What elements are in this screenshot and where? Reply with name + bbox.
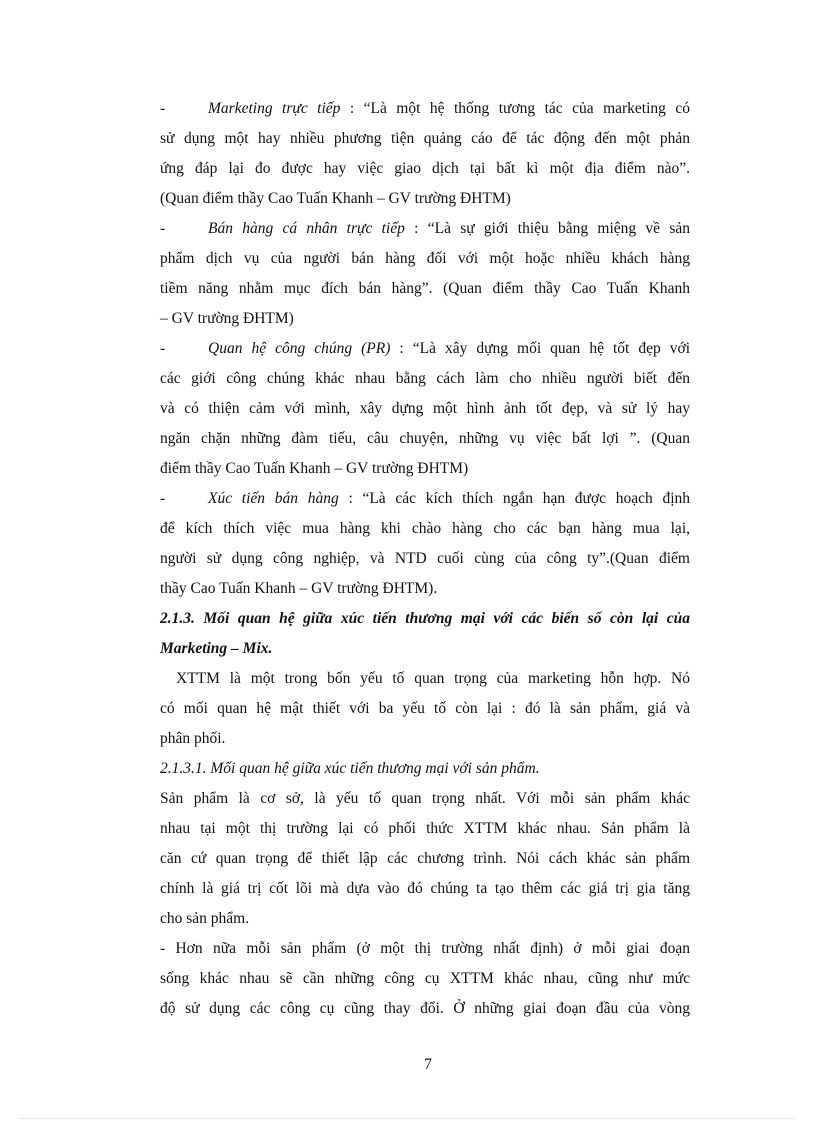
text-line: và có thiện cảm với mình, xây dựng một hình ảnh tốt đẹp, và sử lý hay — [160, 400, 690, 417]
term-sales-promotion: Xúc tiến bán hàng — [208, 490, 339, 507]
page-body — [160, 94, 690, 1024]
footer-divider — [20, 1118, 796, 1119]
intro-paragraph-line: XTTM là một trong bốn yếu tố quan trọng của marketing hỗn hợp. Nó — [176, 670, 690, 687]
section-heading-continued: Marketing – Mix. — [160, 640, 273, 657]
term-personal-selling: Bán hàng cá nhân trực tiếp — [208, 220, 405, 237]
text-line: phẩm dịch vụ của người bán hàng đối với một hoặc nhiều khách hàng — [160, 250, 690, 267]
text-line: Sản phẩm là cơ sở, là yếu tố quan trọng nhất. Với mỗi sản phẩm khác — [160, 790, 690, 807]
list-item-sales-promotion — [160, 484, 690, 514]
text-line: sử dụng một hay nhiều phương tiện quảng cáo để tác động đến một phản — [160, 130, 690, 147]
term-direct-marketing: Marketing trực tiếp — [208, 100, 341, 117]
text-line: ứng đáp lại đo được hay việc giao dịch tại bất kì một địa điểm nào”. — [160, 160, 690, 177]
text-line: phân phối. — [160, 730, 226, 747]
text-line: người sử dụng công nghiệp, và NTD cuối cùng của công ty”.(Quan điểm — [160, 550, 690, 567]
definition-text: : “Là xây dựng mối quan hệ tốt đẹp với — [390, 340, 690, 357]
bullet-dash: - — [160, 100, 166, 117]
definition-text: : “Là các kích thích ngắn hạn được hoạch định — [338, 490, 691, 507]
bullet-dash: - — [160, 340, 166, 357]
bullet-dash: - — [160, 490, 166, 507]
text-line: - Hơn nữa mỗi sản phẩm (ở một thị trường nhất định) ở mỗi giai đoạn — [160, 940, 690, 957]
text-line: điểm thầy Cao Tuấn Khanh – GV trường ĐHTM) — [160, 460, 469, 477]
list-item-personal-selling — [160, 214, 690, 244]
text-line: ngăn chặn những đàm tiếu, câu chuyện, những vụ việc bất lợi ”. (Quan — [160, 430, 690, 447]
bullet-dash: - — [160, 220, 166, 237]
text-line: (Quan điểm thầy Cao Tuấn Khanh – GV trường ĐHTM) — [160, 190, 511, 207]
text-line: thầy Cao Tuấn Khanh – GV trường ĐHTM). — [160, 580, 438, 597]
list-item-direct-marketing — [160, 94, 690, 124]
text-line: để kích thích việc mua hàng khi chào hàng cho các bạn hàng mua lại, — [160, 520, 690, 537]
text-line: – GV trường ĐHTM) — [160, 310, 294, 327]
definition-text: : “Là sự giới thiệu bằng miệng về sản — [404, 220, 690, 237]
term-public-relations: Quan hệ công chúng (PR) — [208, 340, 391, 357]
subsection-heading: 2.1.3.1. Mối quan hệ giữa xúc tiến thương mại với sản phẩm. — [160, 760, 540, 777]
text-line: sống khác nhau sẽ cần những công cụ XTTM khác nhau, cũng như mức — [160, 970, 690, 987]
section-heading: 2.1.3. Mối quan hệ giữa xúc tiến thương mại với các biến số còn lại của — [160, 610, 690, 627]
page-number: 7 — [424, 1056, 432, 1073]
text-line: các giới công chúng khác nhau bằng cách làm cho nhiều người biết đến — [160, 370, 690, 387]
definition-text: : “Là một hệ thống tương tác của marketing có — [340, 100, 691, 117]
text-line: nhau tại một thị trường lại có phối thức XTTM khác nhau. Sản phẩm là — [160, 820, 690, 837]
text-line: cho sản phẩm. — [160, 910, 250, 927]
text-line: có mối quan hệ mật thiết với ba yếu tố còn lại : đó là sản phẩm, giá và — [160, 700, 690, 717]
list-item-public-relations — [160, 334, 690, 364]
text-line: tiềm năng nhằm mục đích bán hàng”. (Quan điểm thầy Cao Tuấn Khanh — [160, 280, 690, 297]
text-line: chính là giá trị cốt lõi mà dựa vào đó chúng ta tạo thêm các giá trị gia tăng — [160, 880, 690, 897]
text-line: độ sử dụng các công cụ cũng thay đổi. Ở những giai đoạn đầu của vòng — [160, 1000, 690, 1017]
text-line: căn cứ quan trọng để thiết lập các chương trình. Nói cách khác sản phẩm — [160, 850, 690, 867]
